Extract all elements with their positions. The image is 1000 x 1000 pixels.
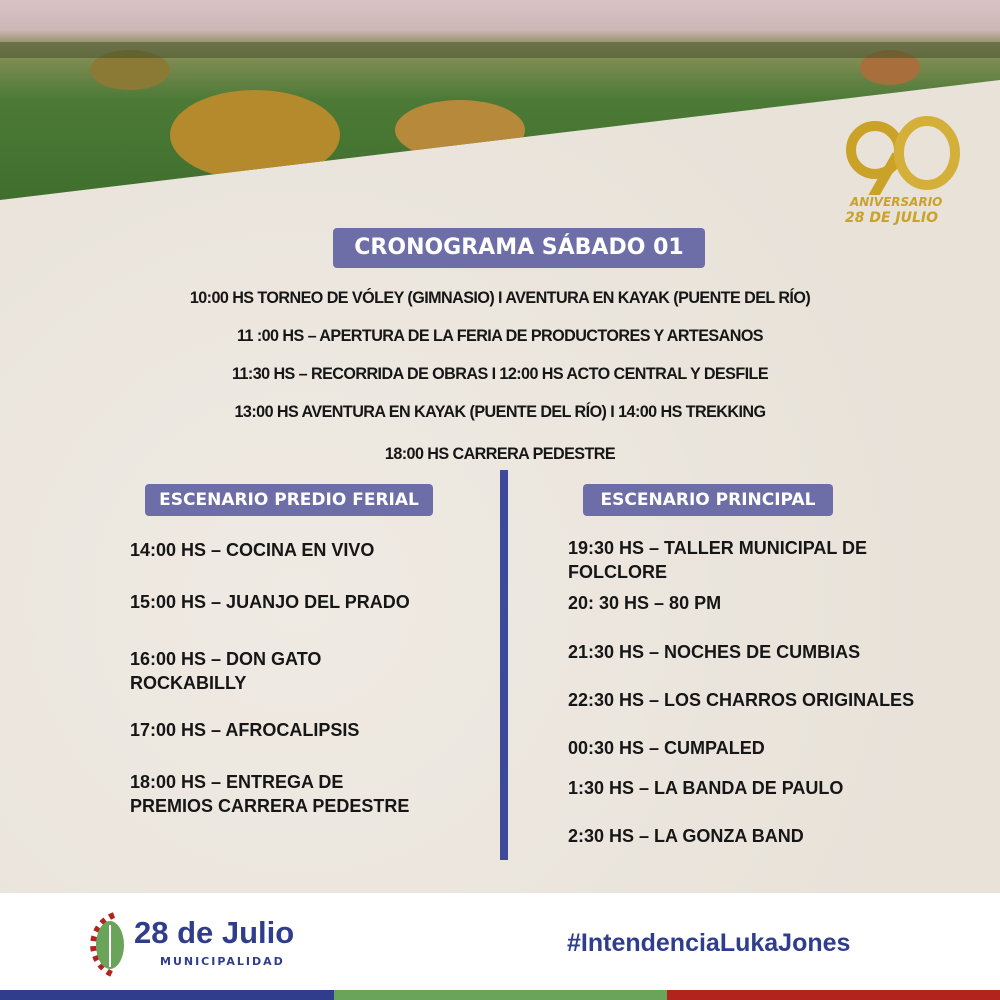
municipality-emblem-icon xyxy=(74,907,132,979)
stripe-green xyxy=(334,990,667,1000)
list-item: 20: 30 HS – 80 PM xyxy=(568,593,722,613)
anniversary-date: 28 DE JULIO xyxy=(845,210,939,226)
stage-left-title: ESCENARIO PREDIO FERIAL xyxy=(145,484,433,516)
brand-subtitle: MUNICIPALIDAD xyxy=(160,955,285,968)
stage-right-title: ESCENARIO PRINCIPAL xyxy=(583,484,833,516)
list-item: 2:30 HS – LA GONZA BAND xyxy=(568,826,804,846)
column-divider xyxy=(500,470,508,860)
list-item: 19:30 HS – TALLER MUNICIPAL DE FOLCLORE xyxy=(568,538,868,582)
schedule-line: 13:00 HS AVENTURA EN KAYAK (PUENTE DEL RÍO) I 14:00 HS TREKKING xyxy=(234,402,766,421)
list-item: 17:00 HS – AFROCALIPSIS xyxy=(130,720,360,740)
list-item: 16:00 HS – DON GATO ROCKABILLY xyxy=(130,649,322,693)
anniversary-90-logo xyxy=(835,115,965,230)
list-item: 1:30 HS – LA BANDA DE PAULO xyxy=(568,778,844,798)
footer xyxy=(0,893,1000,990)
stripe-blue xyxy=(0,990,334,1000)
stripe-red xyxy=(667,990,1000,1000)
anniversary-label: ANIVERSARIO xyxy=(850,195,943,209)
list-item: 18:00 HS – ENTREGA DE PREMIOS CARRERA PEDESTRE xyxy=(130,772,410,816)
schedule-line: 11 :00 HS – APERTURA DE LA FERIA DE PRODUCTORES Y ARTESANOS xyxy=(236,326,764,345)
brand-name: 28 de Julio xyxy=(134,915,295,950)
list-item: 15:00 HS – JUANJO DEL PRADO xyxy=(130,592,410,612)
list-item: 00:30 HS – CUMPALED xyxy=(568,738,765,758)
list-item: 21:30 HS – NOCHES DE CUMBIAS xyxy=(568,642,861,662)
hashtag: #IntendenciaLukaJones xyxy=(567,929,851,957)
schedule-line: 11:30 HS – RECORRIDA DE OBRAS I 12:00 HS ACTO CENTRAL Y DESFILE xyxy=(231,364,769,383)
list-item: 14:00 HS – COCINA EN VIVO xyxy=(130,540,375,560)
schedule-line: 10:00 HS TORNEO DE VÓLEY (GIMNASIO) I AVENTURA EN KAYAK (PUENTE DEL RÍO) xyxy=(189,288,811,307)
list-item: 22:30 HS – LOS CHARROS ORIGINALES xyxy=(568,690,915,710)
schedule-line: 18:00 HS CARRERA PEDESTRE xyxy=(384,444,616,463)
page-title: CRONOGRAMA SÁBADO 01 xyxy=(333,228,705,268)
